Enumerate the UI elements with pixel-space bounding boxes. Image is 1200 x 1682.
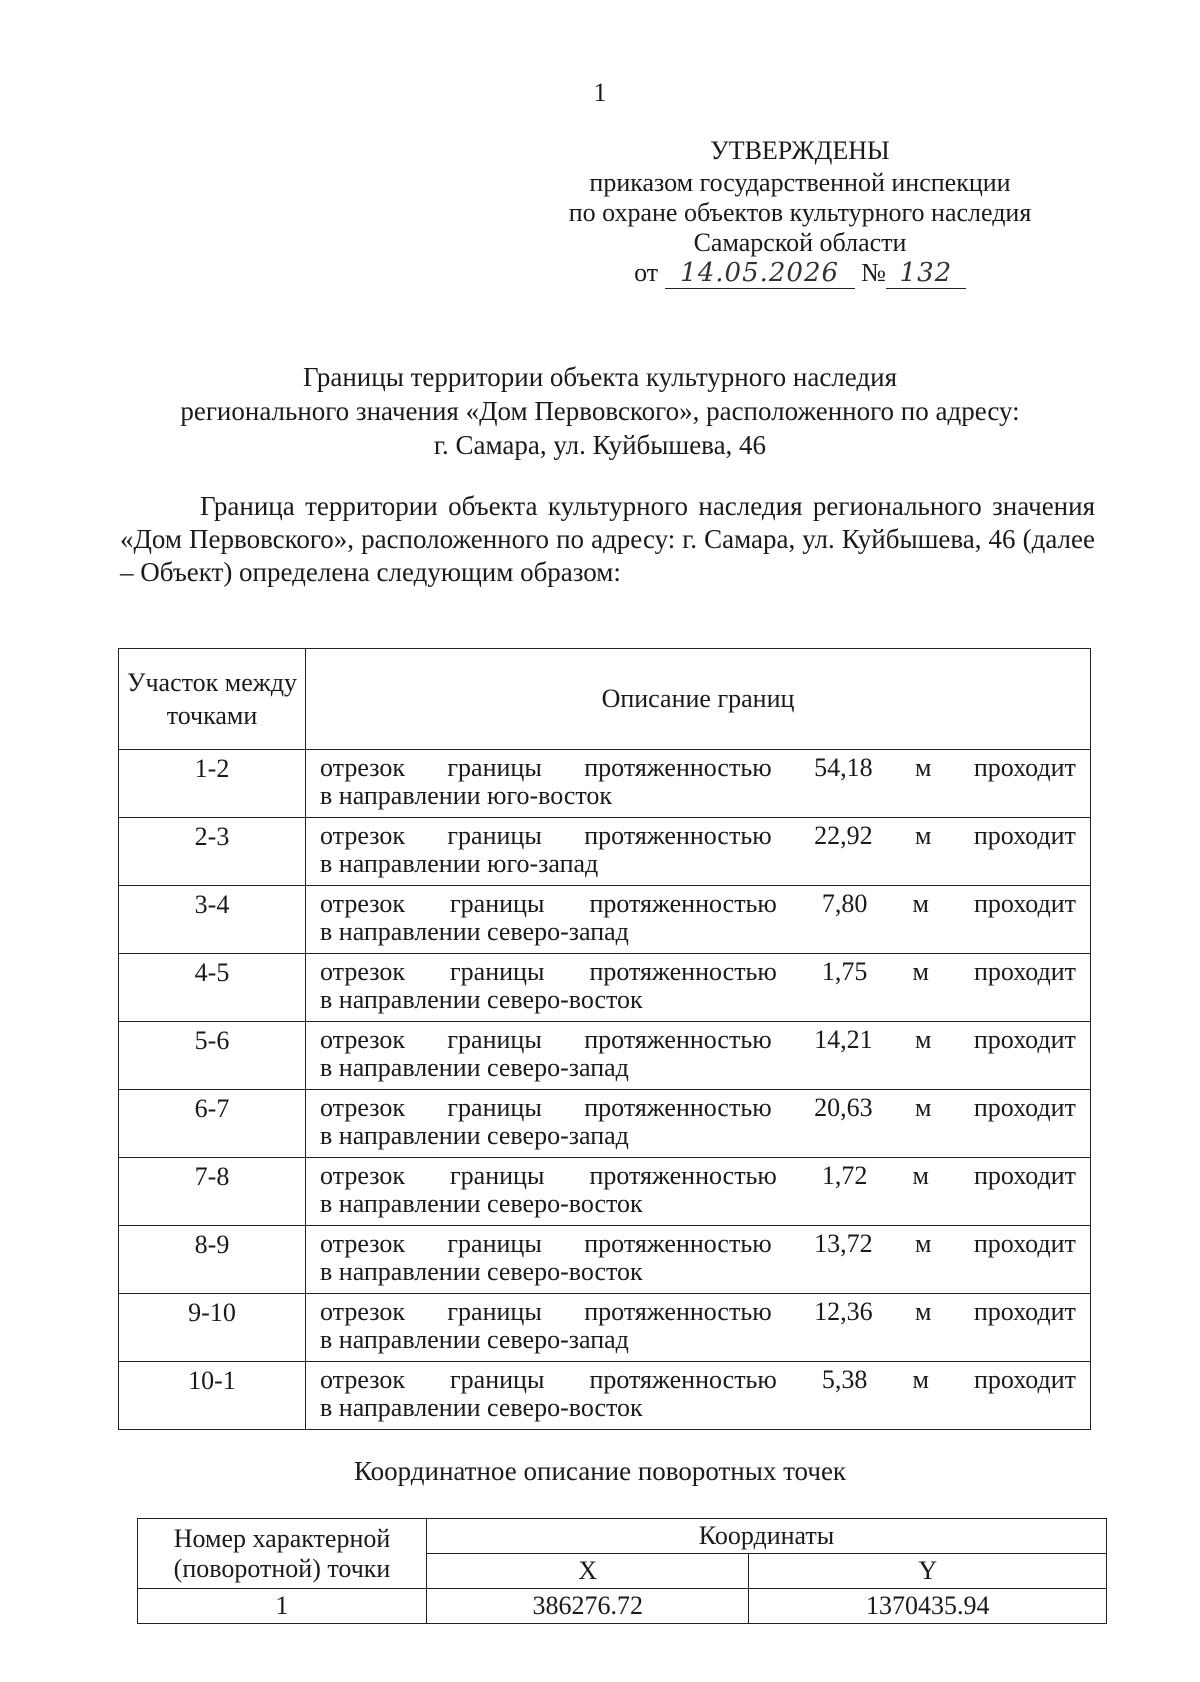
header-y: Y: [749, 1554, 1107, 1589]
desc-word-3: протяженностью: [584, 753, 772, 782]
point-number: 1: [138, 1589, 427, 1624]
desc-word-2: границы: [450, 1161, 545, 1190]
desc-word-1: отрезок: [320, 1297, 405, 1326]
segment-direction: в направлении северо-восток: [320, 1189, 643, 1218]
coord-table-body: [138, 1589, 1107, 1624]
table-row: [119, 1090, 1091, 1158]
description-line-1: [320, 1094, 1076, 1122]
segment-length: 54,18: [814, 753, 873, 782]
segment-direction: в направлении северо-восток: [320, 985, 643, 1014]
desc-unit: м: [915, 821, 932, 850]
desc-word-2: границы: [447, 1297, 542, 1326]
desc-word-4: проходит: [973, 1229, 1076, 1258]
desc-word-3: протяженностью: [589, 1365, 777, 1394]
desc-word-3: протяженностью: [584, 821, 772, 850]
segment-cell: 2-3: [119, 818, 306, 886]
description-cell: [306, 954, 1091, 1022]
description-line-1: [320, 1230, 1076, 1258]
table-row: [119, 818, 1091, 886]
desc-word-2: границы: [450, 1365, 545, 1394]
doc-title-line-3: г. Самара, ул. Куйбышева, 46: [433, 430, 767, 460]
desc-word-2: границы: [447, 1093, 542, 1122]
desc-word-1: отрезок: [320, 1093, 405, 1122]
desc-word-3: протяженностью: [584, 1229, 772, 1258]
description-cell: [306, 1090, 1091, 1158]
desc-word-1: отрезок: [320, 957, 405, 986]
boundary-table-header: [119, 649, 1091, 750]
page-number: 1: [593, 78, 607, 107]
approval-line-1: приказом государственной инспекции: [589, 168, 1011, 197]
segment-direction: в направлении северо-восток: [320, 1257, 643, 1286]
segment-length: 20,63: [814, 1093, 873, 1122]
table-row: [119, 954, 1091, 1022]
description-cell: [306, 1022, 1091, 1090]
desc-word-3: протяженностью: [589, 1161, 777, 1190]
description-line-1: [320, 958, 1076, 986]
approval-line-3: Самарской области: [693, 228, 907, 257]
description-line-1: [320, 1162, 1076, 1190]
desc-word-2: границы: [450, 957, 545, 986]
date-prefix: от: [634, 258, 659, 287]
desc-word-3: протяженностью: [584, 1093, 772, 1122]
desc-unit: м: [915, 1229, 932, 1258]
document-title: [120, 360, 1080, 462]
table-row: [119, 1022, 1091, 1090]
boundary-table-body: [119, 750, 1091, 1430]
segment-length: 12,36: [814, 1297, 873, 1326]
segment-length: 7,80: [821, 889, 868, 918]
table-row: [119, 1362, 1091, 1430]
description-cell: [306, 1226, 1091, 1294]
date-value: 14.05.2026: [665, 258, 855, 289]
desc-word-3: протяженностью: [584, 1297, 772, 1326]
desc-word-2: границы: [447, 753, 542, 782]
desc-word-2: границы: [447, 821, 542, 850]
description-cell: [306, 750, 1091, 818]
segment-direction: в направлении юго-восток: [320, 781, 613, 810]
header-point: Номер характерной (поворотной) точки: [138, 1519, 427, 1589]
description-line-1: [320, 1366, 1076, 1394]
header-segment: Участок между точками: [119, 649, 306, 750]
desc-word-4: проходит: [973, 1161, 1076, 1190]
segment-length: 13,72: [814, 1229, 873, 1258]
header-description: Описание границ: [306, 649, 1091, 750]
segment-cell: 10-1: [119, 1362, 306, 1430]
segment-cell: 7-8: [119, 1158, 306, 1226]
approval-line-2: по охране объектов культурного наследия: [568, 198, 1032, 227]
desc-unit: м: [915, 1093, 932, 1122]
boundary-table: [118, 648, 1091, 1430]
segment-direction: в направлении северо-запад: [320, 1325, 629, 1354]
segment-direction: в направлении юго-запад: [320, 849, 599, 878]
desc-word-1: отрезок: [320, 1161, 405, 1190]
description-line-1: [320, 890, 1076, 918]
segment-length: 14,21: [814, 1025, 873, 1054]
header-coordinates: Координаты: [427, 1519, 1107, 1554]
header-x: X: [427, 1554, 749, 1589]
desc-word-3: протяженностью: [584, 1025, 772, 1054]
segment-direction: в направлении северо-запад: [320, 917, 629, 946]
segment-length: 1,72: [821, 1161, 868, 1190]
doc-title-line-2: регионального значения «Дом Первовского», расположенного по адресу:: [180, 396, 1020, 426]
segment-cell: 5-6: [119, 1022, 306, 1090]
description-line-1: [320, 1026, 1076, 1054]
coord-title: Координатное описание поворотных точек: [353, 1456, 847, 1486]
segment-cell: 9-10: [119, 1294, 306, 1362]
segment-direction: в направлении северо-запад: [320, 1121, 629, 1150]
coord-y: 1370435.94: [749, 1589, 1107, 1624]
segment-cell: 6-7: [119, 1090, 306, 1158]
desc-word-4: проходит: [973, 1297, 1076, 1326]
segment-cell: 8-9: [119, 1226, 306, 1294]
table-row: [119, 750, 1091, 818]
desc-unit: м: [912, 1365, 929, 1394]
table-row: [119, 886, 1091, 954]
segment-direction: в направлении северо-восток: [320, 1393, 643, 1422]
desc-word-1: отрезок: [320, 889, 405, 918]
desc-word-4: проходит: [973, 753, 1076, 782]
desc-unit: м: [912, 1161, 929, 1190]
table-row: [119, 1226, 1091, 1294]
desc-word-2: границы: [447, 1025, 542, 1054]
desc-word-4: проходит: [973, 821, 1076, 850]
desc-word-1: отрезок: [320, 753, 405, 782]
segment-cell: 1-2: [119, 750, 306, 818]
table-row: [138, 1589, 1107, 1624]
number-prefix: №: [861, 258, 886, 287]
desc-unit: м: [912, 957, 929, 986]
description-line-1: [320, 754, 1076, 782]
coord-header-row-1: [138, 1519, 1107, 1554]
desc-word-4: проходит: [973, 957, 1076, 986]
desc-word-3: протяженностью: [589, 889, 777, 918]
approval-title: УТВЕРЖДЕНЫ: [710, 136, 890, 165]
coord-table: [137, 1518, 1107, 1624]
doc-title-line-1: Границы территории объекта культурного наследия: [302, 362, 898, 392]
description-cell: [306, 1294, 1091, 1362]
description-cell: [306, 886, 1091, 954]
segment-direction: в направлении северо-запад: [320, 1053, 629, 1082]
description-cell: [306, 1158, 1091, 1226]
description-cell: [306, 1362, 1091, 1430]
coord-x: 386276.72: [427, 1589, 749, 1624]
table-row: [119, 1294, 1091, 1362]
segment-cell: 3-4: [119, 886, 306, 954]
desc-word-4: проходит: [973, 1093, 1076, 1122]
desc-unit: м: [915, 1025, 932, 1054]
segment-length: 5,38: [821, 1365, 868, 1394]
description-line-1: [320, 822, 1076, 850]
approval-date-line: [520, 256, 1080, 290]
segment-length: 22,92: [814, 821, 873, 850]
table-row: [119, 1158, 1091, 1226]
segment-cell: 4-5: [119, 954, 306, 1022]
description-line-1: [320, 1298, 1076, 1326]
desc-unit: м: [915, 1297, 932, 1326]
desc-word-1: отрезок: [320, 1229, 405, 1258]
desc-unit: м: [912, 889, 929, 918]
desc-word-4: проходит: [973, 1025, 1076, 1054]
intro-paragraph: Граница территории объекта культурного наследия регионального значения «Дом Первовского», расположенного по адресу: г. Самара, ул. Куйбышева, 46 (далее – Объект) определена следующим образом:: [120, 491, 1095, 587]
desc-word-4: проходит: [973, 889, 1076, 918]
desc-unit: м: [915, 753, 932, 782]
desc-word-1: отрезок: [320, 821, 405, 850]
desc-word-2: границы: [450, 889, 545, 918]
desc-word-4: проходит: [973, 1365, 1076, 1394]
desc-word-1: отрезок: [320, 1025, 405, 1054]
segment-length: 1,75: [821, 957, 868, 986]
desc-word-3: протяженностью: [589, 957, 777, 986]
number-value: 132: [886, 258, 966, 289]
desc-word-1: отрезок: [320, 1365, 405, 1394]
description-cell: [306, 818, 1091, 886]
desc-word-2: границы: [447, 1229, 542, 1258]
